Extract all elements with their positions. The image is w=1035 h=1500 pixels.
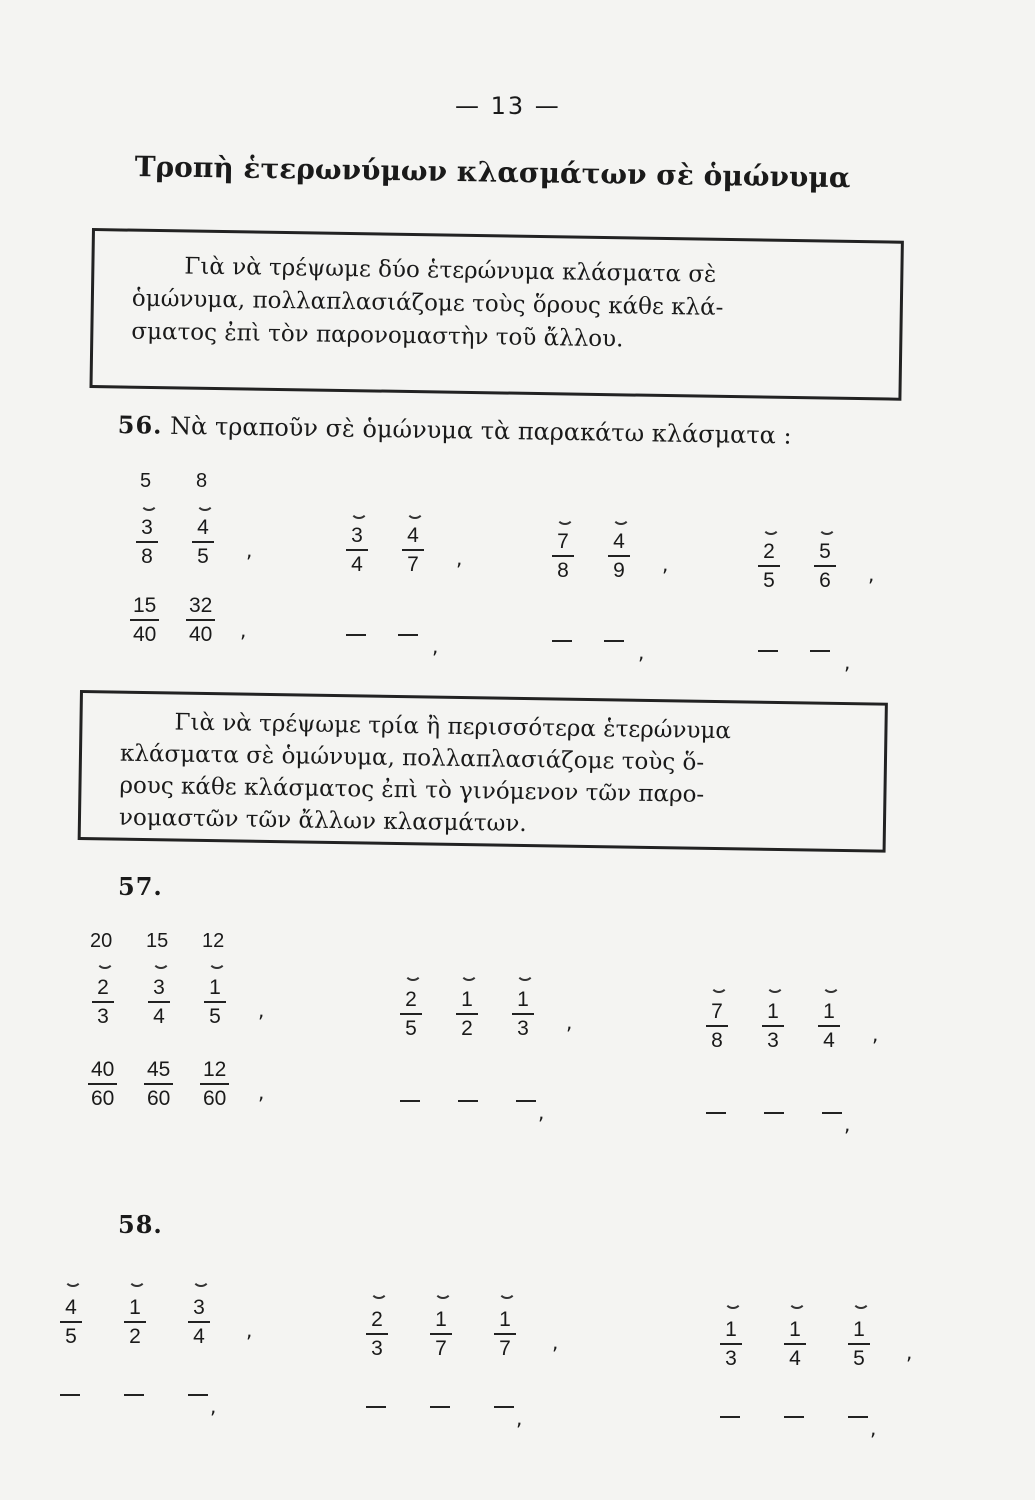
answer-blank [430, 1406, 450, 1408]
denominator: 4 [193, 1325, 205, 1348]
exercise-58-heading [118, 1210, 163, 1239]
denominator: 60 [91, 1087, 115, 1110]
fraction [552, 530, 574, 582]
result-fraction [186, 594, 215, 646]
fraction-bar [400, 1013, 422, 1015]
multiplier-arc [556, 516, 574, 525]
fraction-bar [720, 1343, 742, 1345]
numerator: 3 [153, 976, 165, 999]
rule2-line-3: ρους κάθε κλάσματος ἐπὶ τὸ γινόμενον τῶν παρο- [119, 772, 705, 808]
fraction [762, 1000, 784, 1052]
multiplier-value: 12 [202, 930, 225, 952]
fraction-bar [608, 555, 630, 557]
numerator: 7 [557, 530, 569, 553]
exercise-57-heading [118, 872, 163, 901]
fraction [608, 530, 630, 582]
numerator: 40 [91, 1058, 115, 1081]
denominator: 8 [557, 559, 569, 582]
separator-comma: , [566, 1010, 573, 1034]
answer-blank [720, 1416, 740, 1418]
separator-comma: , [456, 546, 463, 570]
answer-blank [188, 1394, 208, 1396]
answer-blank [494, 1406, 514, 1408]
answer-blank [810, 650, 830, 652]
answer-blank [604, 640, 624, 642]
numerator: 1 [209, 976, 221, 999]
numerator: 3 [193, 1296, 205, 1319]
multiplier-arc [64, 1278, 82, 1287]
denominator: 6 [819, 569, 831, 592]
separator-comma: , [240, 618, 247, 642]
fraction-bar [192, 541, 214, 543]
fraction-bar [784, 1343, 806, 1345]
denominator: 60 [147, 1087, 171, 1110]
numerator: 3 [351, 524, 363, 547]
separator-comma: , [246, 1318, 253, 1342]
answer-blank [346, 634, 366, 636]
numerator: 1 [767, 1000, 779, 1023]
rule2-line-4: νομαστῶν τῶν ἄλλων κλασμάτων. [118, 804, 527, 838]
rule-box-two-fractions [89, 228, 903, 401]
result-fraction [130, 594, 159, 646]
multiplier-value: 8 [196, 470, 208, 492]
fraction-bar [92, 1001, 114, 1003]
exercise-56-instruction: Νὰ τραποῦν σὲ ὁμώνυμα τὰ παρακάτω κλάσματα : [169, 411, 792, 450]
fraction-bar [848, 1343, 870, 1345]
numerator: 5 [819, 540, 831, 563]
multiplier-arc [766, 984, 784, 993]
separator-comma: , [872, 1022, 879, 1046]
numerator: 1 [789, 1318, 801, 1341]
separator-comma: , [246, 538, 253, 562]
denominator: 7 [407, 553, 419, 576]
numerator: 4 [65, 1296, 77, 1319]
separator-comma: , [844, 1112, 851, 1136]
rule2-line-1: Γιὰ νὰ τρέψωμε τρία ἢ περισσότερα ἑτερώνυμα [174, 709, 732, 745]
denominator: 4 [789, 1347, 801, 1370]
numerator: 15 [133, 594, 157, 617]
fraction-bar [124, 1321, 146, 1323]
fraction [430, 1308, 452, 1360]
denominator: 3 [725, 1347, 737, 1370]
fraction [204, 976, 226, 1028]
fraction [758, 540, 780, 592]
result-fraction [88, 1058, 117, 1110]
fraction-bar [130, 619, 159, 621]
fraction-bar [144, 1083, 173, 1085]
fraction [400, 988, 422, 1040]
rule1-line-1: Γιὰ νὰ τρέψωμε δύο ἑτερώνυμα κλάσματα σὲ [184, 253, 717, 288]
separator-comma: , [552, 1330, 559, 1354]
fraction [92, 976, 114, 1028]
answer-blank [764, 1112, 784, 1114]
denominator: 40 [189, 623, 213, 646]
numerator: 4 [197, 516, 209, 539]
separator-comma: , [538, 1100, 545, 1124]
multiplier-arc [192, 1278, 210, 1287]
numerator: 1 [517, 988, 529, 1011]
denominator: 9 [613, 559, 625, 582]
separator-comma: , [638, 640, 645, 664]
answer-blank [706, 1112, 726, 1114]
fraction [814, 540, 836, 592]
numerator: 2 [763, 540, 775, 563]
multiplier-value: 5 [140, 470, 152, 492]
denominator: 60 [203, 1087, 227, 1110]
multiplier-arc [434, 1290, 452, 1299]
fraction [848, 1318, 870, 1370]
multiplier-arc [710, 984, 728, 993]
denominator: 3 [767, 1029, 779, 1052]
denominator: 4 [823, 1029, 835, 1052]
numerator: 3 [141, 516, 153, 539]
result-fraction [200, 1058, 229, 1110]
exercise-56-heading [118, 410, 792, 450]
numerator: 12 [203, 1058, 227, 1081]
numerator: 1 [461, 988, 473, 1011]
separator-comma: , [868, 562, 875, 586]
fraction-bar [346, 549, 368, 551]
fraction [60, 1296, 82, 1348]
denominator: 5 [405, 1017, 417, 1040]
fraction [192, 516, 214, 568]
multiplier-arc [152, 960, 170, 969]
fraction-bar [136, 541, 158, 543]
fraction [706, 1000, 728, 1052]
denominator: 7 [499, 1337, 511, 1360]
result-fraction [144, 1058, 173, 1110]
rule-box-three-fractions [78, 690, 888, 853]
exercise-56-number: 56. [117, 410, 163, 440]
fraction [136, 516, 158, 568]
fraction-bar [706, 1025, 728, 1027]
multiplier-arc [818, 526, 836, 535]
multiplier-arc [208, 960, 226, 969]
fraction-bar [758, 565, 780, 567]
denominator: 8 [141, 545, 153, 568]
fraction-bar [200, 1083, 229, 1085]
fraction-bar [814, 565, 836, 567]
numerator: 1 [853, 1318, 865, 1341]
fraction-bar [402, 549, 424, 551]
answer-blank [124, 1394, 144, 1396]
multiplier-arc [128, 1278, 146, 1287]
fraction-bar [366, 1333, 388, 1335]
separator-comma: , [516, 1406, 523, 1430]
fraction-bar [762, 1025, 784, 1027]
numerator: 1 [823, 1000, 835, 1023]
denominator: 8 [711, 1029, 723, 1052]
exercise-57-number: 57. [118, 872, 163, 901]
multiplier-arc [140, 502, 158, 511]
denominator: 5 [209, 1005, 221, 1028]
answer-blank [60, 1394, 80, 1396]
denominator: 5 [763, 569, 775, 592]
exercise-58-number: 58. [118, 1210, 163, 1239]
denominator: 2 [461, 1017, 473, 1040]
fraction-bar [512, 1013, 534, 1015]
fraction-bar [494, 1333, 516, 1335]
numerator: 32 [189, 594, 213, 617]
numerator: 1 [435, 1308, 447, 1331]
separator-comma: , [258, 1080, 265, 1104]
denominator: 4 [351, 553, 363, 576]
numerator: 2 [371, 1308, 383, 1331]
multiplier-value: 20 [90, 930, 113, 952]
multiplier-arc [612, 516, 630, 525]
multiplier-arc [404, 972, 422, 981]
numerator: 1 [129, 1296, 141, 1319]
multiplier-arc [350, 510, 368, 519]
fraction [784, 1318, 806, 1370]
fraction-bar [456, 1013, 478, 1015]
fraction-bar [204, 1001, 226, 1003]
denominator: 3 [517, 1017, 529, 1040]
numerator: 2 [97, 976, 109, 999]
fraction [366, 1308, 388, 1360]
answer-blank [398, 634, 418, 636]
fraction-bar [186, 619, 215, 621]
denominator: 2 [129, 1325, 141, 1348]
multiplier-value: 15 [146, 930, 169, 952]
numerator: 4 [613, 530, 625, 553]
numerator: 2 [405, 988, 417, 1011]
fraction [720, 1318, 742, 1370]
numerator: 1 [725, 1318, 737, 1341]
fraction [494, 1308, 516, 1360]
multiplier-arc [788, 1300, 806, 1309]
separator-comma: , [870, 1416, 877, 1440]
fraction-bar [60, 1321, 82, 1323]
multiplier-arc [406, 510, 424, 519]
fraction [188, 1296, 210, 1348]
denominator: 4 [153, 1005, 165, 1028]
separator-comma: , [210, 1394, 217, 1418]
numerator: 1 [499, 1308, 511, 1331]
fraction-bar [188, 1321, 210, 1323]
multiplier-arc [724, 1300, 742, 1309]
answer-blank [552, 640, 572, 642]
multiplier-arc [370, 1290, 388, 1299]
fraction [402, 524, 424, 576]
multiplier-arc [852, 1300, 870, 1309]
multiplier-arc [516, 972, 534, 981]
separator-comma: , [662, 552, 669, 576]
fraction [346, 524, 368, 576]
multiplier-arc [460, 972, 478, 981]
multiplier-arc [498, 1290, 516, 1299]
rule1-line-2: ὁμώνυμα, πολλαπλασιάζομε τοὺς ὅρους κάθε κλά- [131, 285, 724, 321]
separator-comma: , [844, 650, 851, 674]
fraction [148, 976, 170, 1028]
denominator: 3 [371, 1337, 383, 1360]
answer-blank [458, 1100, 478, 1102]
denominator: 5 [65, 1325, 77, 1348]
fraction-bar [148, 1001, 170, 1003]
multiplier-arc [196, 502, 214, 511]
fraction-bar [88, 1083, 117, 1085]
numerator: 45 [147, 1058, 171, 1081]
multiplier-arc [762, 526, 780, 535]
denominator: 5 [197, 545, 209, 568]
rule2-line-2: κλάσματα σὲ ὁμώνυμα, πολλαπλασιάζομε τοὺς ὅ- [119, 740, 705, 776]
answer-blank [400, 1100, 420, 1102]
answer-blank [848, 1416, 868, 1418]
section-title: Τροπὴ ἑτερωνύμων κλασμάτων σὲ ὁμώνυμα [134, 150, 851, 195]
fraction-bar [430, 1333, 452, 1335]
answer-blank [822, 1112, 842, 1114]
page-number: — 13 — [455, 92, 561, 120]
fraction [124, 1296, 146, 1348]
multiplier-arc [822, 984, 840, 993]
separator-comma: , [258, 998, 265, 1022]
answer-blank [758, 650, 778, 652]
numerator: 4 [407, 524, 419, 547]
denominator: 5 [853, 1347, 865, 1370]
fraction [456, 988, 478, 1040]
denominator: 40 [133, 623, 157, 646]
fraction-bar [818, 1025, 840, 1027]
rule1-line-3: σματος ἐπὶ τὸν παρονομαστὴν τοῦ ἄλλου. [131, 318, 624, 353]
separator-comma: , [906, 1340, 913, 1364]
multiplier-arc [96, 960, 114, 969]
fraction [818, 1000, 840, 1052]
fraction [512, 988, 534, 1040]
answer-blank [516, 1100, 536, 1102]
fraction-bar [552, 555, 574, 557]
separator-comma: , [432, 634, 439, 658]
answer-blank [366, 1406, 386, 1408]
numerator: 7 [711, 1000, 723, 1023]
denominator: 3 [97, 1005, 109, 1028]
denominator: 7 [435, 1337, 447, 1360]
answer-blank [784, 1416, 804, 1418]
